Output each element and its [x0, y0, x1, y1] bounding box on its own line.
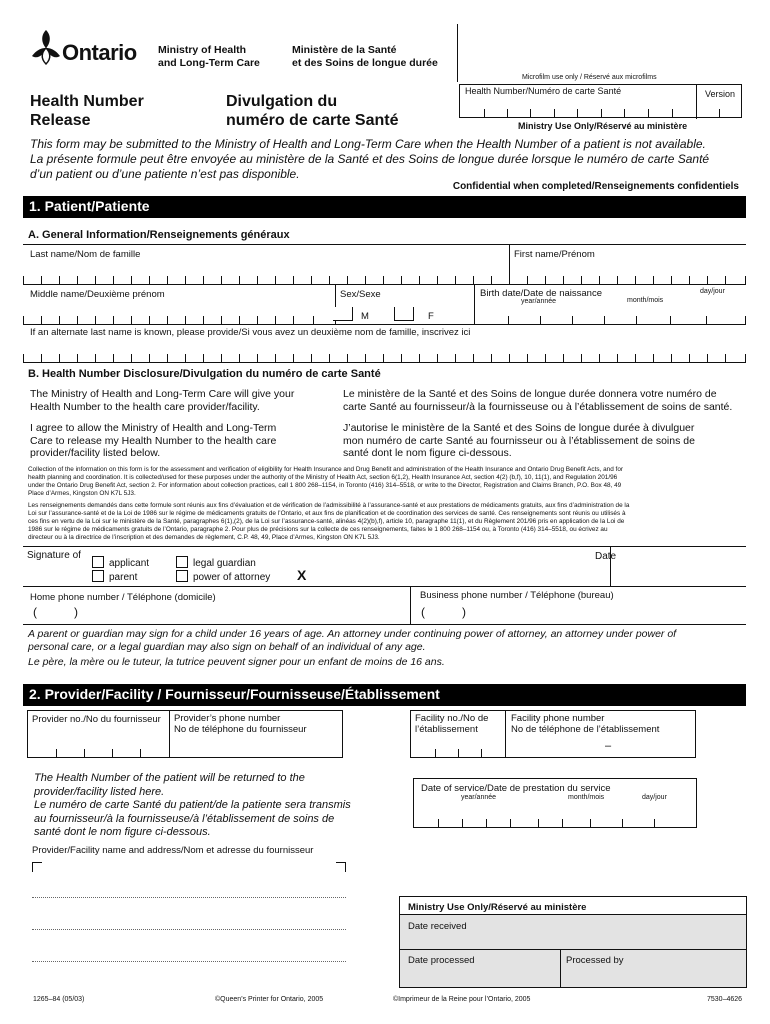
applicant-checkbox[interactable] — [92, 556, 104, 568]
return-note-en-2: provider/facility listed here. — [34, 785, 165, 798]
birth-date-input[interactable] — [480, 304, 742, 318]
alternate-name-input[interactable] — [28, 342, 742, 358]
consent-en-a: I agree to allow the Ministry of Health and Long-Term — [30, 422, 277, 434]
return-note-fr-3: santé dont le nom figure ci-dessous. — [34, 826, 211, 838]
consent-fr-c: santé dont le nom figure ci-dessous. — [343, 447, 512, 459]
collection-fr-4: 1986 sur le régime de médicaments gratuits de l’Ontario, paragraphe 2. Pour plus de précisions sur la collecte de ces renseignements, faites le 1 800 268–1154 ou, à Toronto (416) 314–5518, ou écrivez au — [28, 526, 608, 533]
intro-fr-2: d’un patient ou d’une patiente n’est pas disponible. — [30, 167, 300, 181]
collection-fr-3: ces fins en vertu de la Loi sur le ministère de la Santé, paragraphes 6(1),(2), de la Loi sur l’assurance-santé, alinéas 4(2)(b),f), article 10, paragraphe 11(1), et du Règlement 201/96 pris en application de la Loi de — [28, 518, 625, 525]
ontario-logo — [28, 26, 148, 68]
consent-en-b: Care to release my Health Number to the health care — [30, 434, 277, 447]
collection-en-1: Collection of the information on this form is for the assessment and verification of eligibility for Health Insurance and Drug Benefit and administration of the Health Insurance and Ontario Drug Benefit Acts, and for — [28, 466, 623, 473]
legal-guardian-label: legal guardian — [193, 558, 256, 569]
provider-phone-label-2: No de téléphone du fournisseur — [174, 724, 307, 735]
applicant-label: applicant — [109, 558, 150, 569]
form-number: 1265–84 (05/03) — [33, 996, 85, 1003]
signature-date-input[interactable] — [616, 566, 742, 582]
ministry-use-box — [399, 896, 747, 988]
business-phone-close-paren: ) — [462, 605, 466, 619]
date-received-label: Date received — [408, 921, 467, 932]
facility-no-label-2: l’établissement — [415, 724, 478, 735]
ministry-name-en-2: and Long-Term Care — [158, 57, 260, 69]
collection-en-4: Place d’Armes, Kingston ON K7L 5J3. — [28, 490, 136, 497]
printer-en: ©Queen’s Printer for Ontario, 2005 — [215, 996, 324, 1003]
collection-en-3: under the Ontario Drug Benefit Act, section 2. For information about collection practices, call 1 800 268–1154, in Toronto (416) 314–5518, or write to the Director, Registration and Claims Branch, P.O. Box 48, 49 — [28, 482, 622, 489]
trillium-icon — [28, 26, 64, 66]
legal-guardian-checkbox[interactable] — [176, 556, 188, 568]
title-en-1: Health Number — [30, 93, 144, 110]
title-en-2: Release — [30, 112, 91, 129]
return-note-en-1: The Health Number of the patient will be returned to the — [34, 772, 305, 784]
section1-header — [23, 196, 746, 218]
collection-fr-5: directeur ou à la directrice de l’inscription et des demandes de règlement, C.P. 48, 49, Place d’Armes, Kingston ON K7L 5J3. — [28, 534, 380, 541]
microfilm-note: Microfilm use only / Réservé aux microfilms — [522, 74, 657, 81]
consent-fr-b: mon numéro de carte Santé au fournisseur ou à l’établissement de soins de — [343, 434, 695, 447]
business-phone-open-paren: ( — [421, 605, 425, 619]
date-of-service-input[interactable] — [418, 806, 694, 822]
sex-f-checkbox[interactable] — [394, 307, 414, 321]
provider-phone-input[interactable] — [232, 738, 338, 754]
business-phone-label: Business phone number / Téléphone (bureau) — [420, 590, 614, 601]
collection-fr-2: Loi sur l’assurance-santé et de la Loi de 1986 sur le régime de médicaments gratuits de l’Ontario, et aux fins de planification et de coordination des services de santé. Ces renseignements sont réunis ou utilisés à — [28, 510, 626, 517]
ministry-name-en-1: Ministry of Health — [158, 44, 247, 56]
ministry-use-label: Ministry Use Only/Réservé au ministère — [408, 902, 587, 913]
sex-f-label: F — [428, 311, 434, 322]
birth-month-label: month/mois — [627, 297, 664, 304]
signature-x-mark: X — [297, 567, 307, 583]
provider-no-input[interactable] — [31, 730, 165, 746]
title-fr-2: numéro de carte Santé — [226, 112, 399, 129]
date-label: Date — [595, 551, 617, 562]
section1-sub-b: B. Health Number Disclosure/Divulgation du numéro de carte Santé — [28, 368, 381, 380]
intro-en: This form may be submitted to the Ministry of Health and Long-Term Care when the Health Number of a patient is not available. — [30, 137, 706, 151]
consent-fr-a: J’autorise le ministère de la Santé et des Soins de longue durée à divulguer — [343, 422, 695, 434]
parent-note-en-2: personal care, or a legal guardian may also sign on behalf of an individual of any age. — [28, 641, 426, 653]
service-day-label: day/jour — [642, 794, 667, 801]
version-label: Version — [705, 89, 736, 99]
intro-fr-1: La présente formule peut être envoyée au ministère de la Santé et des Soins de longue durée lorsque le numéro de carte Santé — [30, 152, 710, 166]
section1-sub-a: A. General Information/Renseignements généraux — [28, 229, 290, 241]
ministry-name-fr-1: Ministère de la Santé — [292, 44, 397, 56]
version-input[interactable] — [700, 99, 740, 115]
first-name-label: First name/Prénom — [514, 249, 595, 260]
stock-number: 7530–4626 — [707, 996, 743, 1003]
birth-day-label: day/jour — [700, 288, 725, 295]
provider-address-input[interactable] — [34, 874, 344, 984]
alternate-name-label: If an alternate last name is known, please provide/Si vous avez un deuxième nom de famille, inscrivez ici — [30, 327, 471, 338]
disclosure-en-1b: Health Number to the health care provider/facility. — [30, 400, 260, 413]
address-corner-tr — [336, 862, 346, 872]
business-phone-input[interactable] — [478, 605, 742, 621]
ministry-name-fr-2: et des Soins de longue durée — [292, 57, 438, 69]
provider-no-label: Provider no./No du fournisseur — [32, 714, 161, 725]
parent-note-fr: Le père, la mère ou le tuteur, la tutrice peuvent signer pour un enfant de moins de 16 ans. — [28, 656, 445, 668]
facility-phone-dash: – — [605, 740, 612, 752]
health-number-input[interactable] — [464, 99, 690, 115]
service-month-label: month/mois — [568, 794, 605, 801]
sex-label: Sex/Sexe — [340, 289, 381, 300]
confidential-note: Confidential when completed/Renseignements confidentiels — [452, 181, 739, 192]
sex-m-checkbox[interactable] — [333, 307, 353, 321]
date-processed-label: Date processed — [408, 955, 475, 966]
last-name-label: Last name/Nom de famille — [30, 249, 141, 260]
printer-fr: ©Imprimeur de la Reine pour l’Ontario, 2005 — [393, 996, 531, 1003]
power-of-attorney-label: power of attorney — [193, 572, 271, 583]
facility-no-input[interactable] — [414, 738, 500, 754]
collection-en-2: health planning and coordination. It is collected/used for these purposes under the authority of the Ministry of Health Act, section 6(1,2), Health Insurance Act, section 4(2) (b,f), 10, 11(1), and Regulation 201/96 — [28, 474, 618, 481]
disclosure-fr-1a: Le ministère de la Santé et des Soins de longue durée donnera votre numéro de — [343, 388, 717, 400]
return-note-fr-2: au fournisseur/à la fournisseuse/à l’établissement de soins de — [34, 812, 335, 825]
section2-header — [23, 684, 746, 706]
address-corner-tl — [32, 862, 42, 872]
facility-no-label-1: Facility no./No de — [415, 713, 489, 724]
processed-by-label: Processed by — [566, 955, 624, 966]
date-of-service-label: Date of service/Date de prestation du service — [421, 783, 611, 794]
signature-label: Signature of — [27, 550, 81, 561]
section2-title: 2. Provider/Facility / Fournisseur/Fournisseuse/Établissement — [29, 686, 440, 702]
parent-checkbox[interactable] — [92, 570, 104, 582]
return-note-fr-1: Le numéro de carte Santé du patient/de la patiente sera transmis — [34, 799, 351, 811]
home-phone-open-paren: ( — [33, 605, 37, 619]
birth-date-label: Birth date/Date de naissance — [480, 288, 602, 299]
logo-text: Ontario — [62, 40, 137, 65]
disclosure-fr-1b: carte Santé au fournisseur/à la fournisseuse ou à l’établissement de soins de santé. — [343, 400, 733, 413]
signature-field[interactable] — [312, 560, 602, 582]
parent-note-en-1: A parent or guardian may sign for a child under 16 years of age. An attorney under continuing power of attorney, an attorney under power of — [28, 628, 677, 640]
facility-phone-label-2: No de téléphone de l’établissement — [511, 724, 660, 735]
provider-name-label: Provider/Facility name and address/Nom et adresse du fournisseur — [32, 845, 314, 856]
power-of-attorney-checkbox[interactable] — [176, 570, 188, 582]
provider-phone-label-1: Provider’s phone number — [174, 713, 281, 724]
last-name-input[interactable] — [28, 262, 504, 278]
health-number-label: Health Number/Numéro de carte Santé — [465, 86, 622, 96]
home-phone-close-paren: ) — [74, 605, 78, 619]
home-phone-input[interactable] — [90, 605, 400, 621]
facility-phone-label-1: Facility phone number — [511, 713, 605, 724]
ministry-use-header: Ministry Use Only/Réservé au ministère — [518, 121, 688, 131]
middle-name-label: Middle name/Deuxième prénom — [30, 289, 165, 300]
sex-m-label: M — [361, 311, 369, 322]
first-name-input[interactable] — [514, 262, 742, 278]
collection-fr-1: Les renseignements demandés dans cette formule sont réunis aux fins d’évaluation et de vérification de l’admissibilité à l’assurance-santé et aux prestations de médicaments gratuits, aux fins d’administration de la — [28, 502, 630, 509]
consent-en-c: provider/facility listed below. — [30, 447, 161, 459]
section1-title: 1. Patient/Patiente — [29, 198, 150, 214]
service-year-label: year/année — [461, 794, 497, 801]
facility-phone-input[interactable] — [570, 738, 690, 754]
disclosure-en-1a: The Ministry of Health and Long-Term Care will give your — [30, 388, 295, 400]
parent-label: parent — [109, 572, 138, 583]
middle-name-input[interactable] — [28, 302, 330, 318]
title-fr-1: Divulgation du — [226, 93, 338, 110]
home-phone-label: Home phone number / Téléphone (domicile) — [30, 592, 216, 603]
birth-year-label: year/année — [521, 298, 557, 305]
